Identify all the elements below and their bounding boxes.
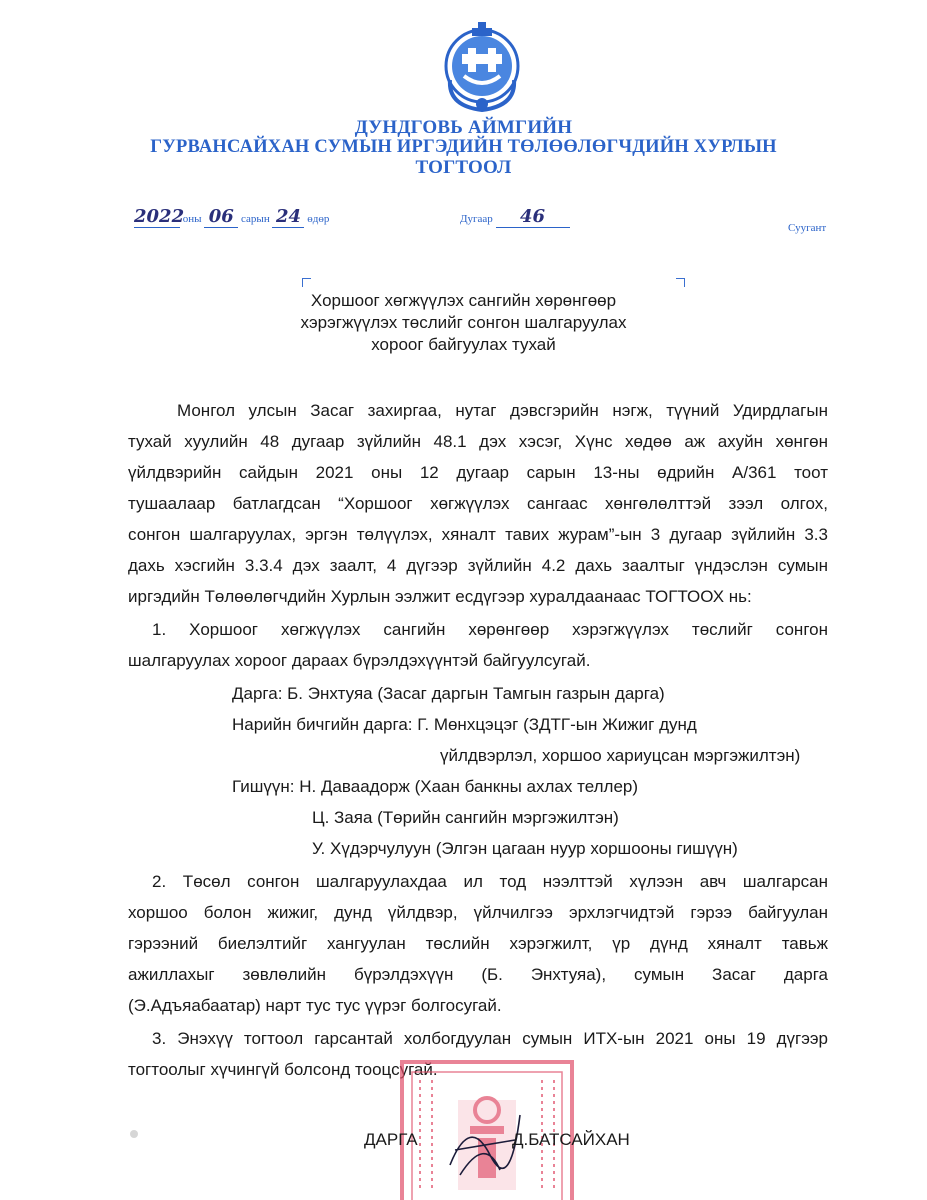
committee-member: У. Хүдэрчулуун (Элгэн цагаан нуур хоршооны гишүүн) xyxy=(312,839,738,858)
preamble-line: Монгол улсын Засаг захиргаа, нутаг дэвсгэрийн нэгж, түүний Удирдлагын xyxy=(177,401,828,420)
year-label: оны xyxy=(182,213,202,225)
item2-line: 2. Төсөл сонгон шалгаруулахдаа ил тод нээлттэй хүлээн авч шалгарсан xyxy=(152,872,828,891)
org-name-line1: ДУНДГОВЬ АЙМГИЙН xyxy=(354,117,573,138)
title-line2: хэрэгжүүлэх төслийг сонгон шалгаруулах xyxy=(300,313,627,332)
title-bracket-left xyxy=(302,278,311,287)
date-day: 24 xyxy=(272,206,304,228)
month-label: сарын xyxy=(241,213,270,225)
preamble-line: иргэдийн Төлөөлөгчдийн Хурлын ээлжит есдүгээр хуралдаанаас ТОГТООХ нь: xyxy=(128,587,752,606)
place-name: Суугант xyxy=(788,222,827,234)
item2-line: хоршоо болон жижиг, дунд үйлдвэр, үйлчилгээ эрхлэгчидтэй гэрээ байгуулан xyxy=(128,903,828,922)
document-type: ТОГТООЛ xyxy=(415,157,512,178)
title-bracket-right xyxy=(676,278,685,287)
preamble-line: үйлдвэрийн сайдын 2021 оны 12 дугаар сарын 13-ны өдрийн А/361 тоот xyxy=(128,463,828,482)
item2-line: гэрээний биелэлтийг хангуулан төслийн хэрэгжилт, үр дүнд хяналт тавьж xyxy=(128,934,828,953)
item2-line: (Э.Адъяабаатар) нарт тус тус үүрэг болгосугай. xyxy=(128,996,502,1015)
committee-secretary-cont: үйлдвэрлэл, хоршоо хариуцсан мэргэжилтэн) xyxy=(440,746,801,765)
org-name-line2: ГУРВАНСАЙХАН СУМЫН ИРГЭДИЙН ТӨЛӨӨЛӨГЧДИЙН ХУРЛЫН xyxy=(150,137,777,157)
title-line1: Хоршоог хөгжүүлэх сангийн хөрөнгөөр xyxy=(310,291,617,310)
preamble-line: тушаалаар батлагдсан “Хоршоог хөгжүүлэх сангаас хөнгөлөлттэй зээл олгох, xyxy=(128,494,828,513)
title-line3: хороог байгуулах тухай xyxy=(371,335,556,354)
committee-chair: Дарга: Б. Энхтуяа (Засаг даргын Тамгын газрын дарга) xyxy=(232,684,665,703)
paper-blemish xyxy=(130,1130,138,1138)
preamble-line: дахь хэсгийн 3.3.4 дэх заалт, 4 дүгээр зүйлийн 4.2 дахь заалтыг үндэслэн сумын xyxy=(128,556,828,575)
item2-line: ажиллахыг зөвлөлийн бүрэлдэхүүн (Б. Энхтуяа), сумын Засаг дарга xyxy=(128,965,828,984)
committee-member: Ц. Заяа (Төрийн сангийн мэргэжилтэн) xyxy=(312,808,619,827)
number-label: Дугаар xyxy=(460,213,493,225)
date-year: 2022 xyxy=(134,206,185,227)
date-month: 06 xyxy=(204,206,238,228)
committee-secretary: Нарийн бичгийн дарга: Г. Мөнхцэцэг (ЗДТГ-ын Жижиг дунд xyxy=(232,715,697,734)
committee-member: Гишүүн: Н. Даваадорж (Хаан банкны ахлах теллер) xyxy=(232,777,639,796)
item3-line: тогтоолыг хүчингүй болсонд тооцсугай. xyxy=(128,1060,438,1079)
signature-name: Д.БАТСАЙХАН xyxy=(512,1130,630,1149)
item1-line: шалгаруулах хороог дараах бүрэлдэхүүнтэй байгуулсугай. xyxy=(128,651,591,670)
number-line xyxy=(460,206,570,228)
day-label: өдөр xyxy=(307,213,330,225)
mongolia-state-emblem-icon xyxy=(440,20,524,116)
item3-line: 3. Энэхүү тогтоол гарсантай холбогдуулан сумын ИТХ-ын 2021 оны 19 дүгээр xyxy=(152,1029,828,1048)
signature-title: ДАРГА xyxy=(364,1130,418,1149)
date-line xyxy=(134,206,329,228)
preamble-line: тухай хуулийн 48 дугаар зүйлийн 48.1 дэх хэсэг, Хүнс хөдөө аж ахуйн хөнгөн xyxy=(128,432,828,451)
item1-line: 1. Хоршоог хөгжүүлэх сангийн хөрөнгөөр хэрэгжүүлэх төслийг сонгон xyxy=(152,620,828,639)
document-number: 46 xyxy=(496,206,570,228)
preamble-line: сонгон шалгаруулах, эргэн төлүүлэх, хяналт тавих журам”-ын 3 дугаар зүйлийн 3.3 xyxy=(128,525,828,544)
